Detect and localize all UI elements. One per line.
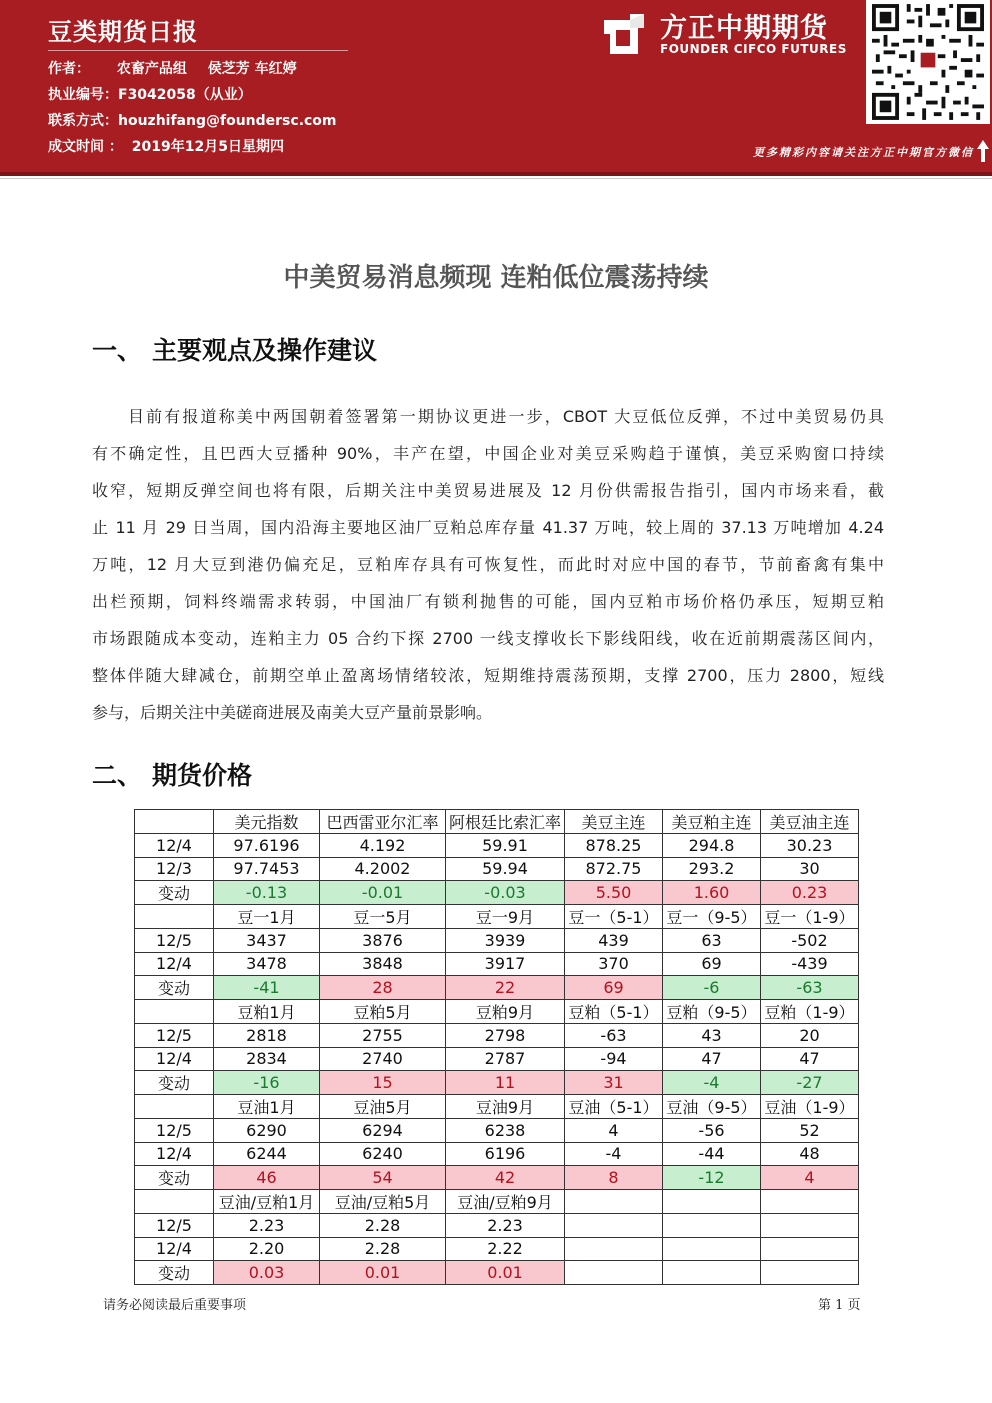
row-label-cell: 12/5 [135,1024,214,1048]
license-row [48,84,252,104]
table-cell: 31 [565,1071,663,1095]
row-label-cell: 变动 [135,1071,214,1095]
table-cell: 878.25 [565,834,663,858]
table-cell: -63 [761,976,859,1000]
row-label-cell: 变动 [135,1261,214,1285]
table-cell [663,1261,761,1285]
table-cell: 豆粕1月 [214,1000,320,1024]
author-group: 农畜产品组 [116,61,187,77]
table-cell: 巴西雷亚尔汇率 [320,810,446,834]
row-label-cell: 12/4 [135,834,214,858]
table-cell: 2787 [446,1047,565,1071]
license-value: F3042058（从业） [118,87,252,103]
table-cell: 294.8 [663,834,761,858]
row-label-cell [135,1190,214,1214]
table-row [135,857,859,881]
table-cell: 2.20 [214,1237,320,1261]
row-label-cell [135,810,214,834]
table-row [135,1190,859,1214]
paragraph-line: 万吨，12 月大豆到港仍偏充足，豆粕库存具有可恢复性，而此时对应中国的春节，节前畜禽有集中 [92,555,884,574]
table-cell: 293.2 [663,857,761,881]
table-cell: -63 [565,1024,663,1048]
table-cell: 59.91 [446,834,565,858]
table-cell: 豆油9月 [446,1095,565,1119]
table-cell: 美豆主连 [565,810,663,834]
table-cell: 3437 [214,929,320,953]
table-cell: 439 [565,929,663,953]
table-row [135,1047,859,1071]
author-row [48,58,297,78]
table-cell: 69 [565,976,663,1000]
table-row [135,834,859,858]
date-row [48,136,284,156]
table-cell: 3917 [446,952,565,976]
table-cell: 8 [565,1166,663,1190]
table-cell: 豆粕5月 [320,1000,446,1024]
table-cell: -44 [663,1142,761,1166]
table-cell: 6240 [320,1142,446,1166]
table-row [135,1119,859,1143]
table-cell: -16 [214,1071,320,1095]
table-cell: 豆油/豆粕5月 [320,1190,446,1214]
table-cell: 1.60 [663,881,761,905]
author-names: 侯芝芳 车红婷 [207,61,297,77]
table-cell: 46 [214,1166,320,1190]
futures-price-table [134,809,859,1285]
paragraph-line: 市场跟随成本变动，连粕主力 05 合约下探 2700 一线支撑收长下影线阳线，收在近前期震荡区间内， [92,629,884,648]
row-label-cell: 12/4 [135,1142,214,1166]
table-cell: 97.6196 [214,834,320,858]
table-cell: 美豆油主连 [761,810,859,834]
table-cell [761,1261,859,1285]
table-cell: 47 [761,1047,859,1071]
company-logo-icon [600,10,648,58]
table-cell: -12 [663,1166,761,1190]
table-cell: 2798 [446,1024,565,1048]
table-cell [761,1237,859,1261]
table-cell: 3876 [320,929,446,953]
table-cell [565,1261,663,1285]
table-cell: 3478 [214,952,320,976]
table-cell: 豆油1月 [214,1095,320,1119]
table-cell: -41 [214,976,320,1000]
table-cell: 30 [761,857,859,881]
table-cell: 0.01 [320,1261,446,1285]
table-cell: -4 [663,1071,761,1095]
table-cell: 2834 [214,1047,320,1071]
table-cell: 20 [761,1024,859,1048]
table-cell: 豆粕（1-9） [761,1000,859,1024]
paragraph-line: 整体伴随大肆减仓，前期空单止盈离场情绪较浓，短期维持震荡预期，支撑 2700，压力 2800，短线 [92,666,884,685]
row-label-cell: 12/5 [135,929,214,953]
table-row [135,976,859,1000]
table-cell: 4 [761,1166,859,1190]
header-bottom-rule [0,172,992,176]
table-cell: 11 [446,1071,565,1095]
table-cell: 6244 [214,1142,320,1166]
table-cell: 59.94 [446,857,565,881]
price-table-body [135,810,859,1285]
table-cell: 63 [663,929,761,953]
table-cell: 370 [565,952,663,976]
table-cell: -6 [663,976,761,1000]
section-number: 二、 [92,761,143,790]
contact-email[interactable]: houzhifang@foundersc.com [118,113,337,129]
section-number: 一、 [92,336,143,365]
table-cell: -439 [761,952,859,976]
table-cell: 豆油/豆粕9月 [446,1190,565,1214]
report-title: 中美贸易消息频现 连粕低位震荡持续 [283,263,709,293]
contact-row [48,110,337,130]
section-title: 主要观点及操作建议 [152,336,378,365]
table-cell: 2740 [320,1047,446,1071]
table-cell: 豆一（9-5） [663,905,761,929]
table-cell: -56 [663,1119,761,1143]
table-cell: 54 [320,1166,446,1190]
table-cell [565,1237,663,1261]
table-cell: 美元指数 [214,810,320,834]
date-value: 2019年12月5日星期四 [131,139,284,155]
table-cell: 2.28 [320,1237,446,1261]
table-cell: 22 [446,976,565,1000]
table-cell: 阿根廷比索汇率 [446,810,565,834]
table-cell: 48 [761,1142,859,1166]
table-cell [663,1190,761,1214]
table-cell [663,1214,761,1238]
table-row [135,1000,859,1024]
table-cell: -4 [565,1142,663,1166]
table-cell: 15 [320,1071,446,1095]
paragraph-line: 收窄，短期反弹空间也将有限，后期关注中美贸易进展及 12 月份供需报告指引，国内市场来看，截 [92,481,884,500]
table-cell: 2755 [320,1024,446,1048]
table-cell [761,1214,859,1238]
up-arrow-icon [976,138,990,164]
table-cell: 4 [565,1119,663,1143]
table-cell: 豆油5月 [320,1095,446,1119]
table-cell: 42 [446,1166,565,1190]
table-row [135,1166,859,1190]
table-cell: 6238 [446,1119,565,1143]
table-cell: 6294 [320,1119,446,1143]
row-label-cell: 12/5 [135,1214,214,1238]
table-cell: 30.23 [761,834,859,858]
contact-label: 联系方式： [48,113,118,129]
table-cell: 872.75 [565,857,663,881]
table-cell: 3848 [320,952,446,976]
footer-disclaimer-notice: 请务必阅读最后重要事项 [103,1298,247,1313]
row-label-cell: 变动 [135,1166,214,1190]
report-header [0,0,992,172]
table-cell: 43 [663,1024,761,1048]
table-cell: 豆一（5-1） [565,905,663,929]
table-row [135,952,859,976]
analysis-paragraph [92,398,884,731]
paragraph-line: 止 11 月 29 日当周，国内沿海主要地区油厂豆粕总库存量 41.37 万吨，较上周的 37.13 万吨增加 4.24 [92,518,884,537]
row-label-cell [135,1095,214,1119]
table-row [135,905,859,929]
section-heading-views [92,331,377,367]
table-cell [565,1214,663,1238]
table-cell: -27 [761,1071,859,1095]
table-row [135,810,859,834]
header-divider [48,50,348,51]
table-cell: 28 [320,976,446,1000]
table-cell: -0.03 [446,881,565,905]
date-label: 成文时间 ： [48,139,123,155]
table-cell: 97.7453 [214,857,320,881]
table-cell: 0.01 [446,1261,565,1285]
author-label: 作者： [48,61,90,77]
table-cell: 2.23 [446,1214,565,1238]
table-cell: -0.13 [214,881,320,905]
report-type-title: 豆类期货日报 [48,18,198,46]
row-label-cell: 12/4 [135,1237,214,1261]
qr-code-icon [872,4,984,120]
company-name-cn: 方正中期期货 [660,13,828,44]
table-row [135,1095,859,1119]
slogan-strip [720,138,992,168]
table-cell: 豆粕（5-1） [565,1000,663,1024]
table-cell: 美豆粕主连 [663,810,761,834]
row-label-cell: 变动 [135,881,214,905]
table-cell: -94 [565,1047,663,1071]
table-cell: 豆粕9月 [446,1000,565,1024]
table-cell: 2818 [214,1024,320,1048]
table-cell [663,1237,761,1261]
table-cell: 豆油（9-5） [663,1095,761,1119]
table-row [135,1071,859,1095]
table-row [135,1024,859,1048]
table-cell: 2.22 [446,1237,565,1261]
table-cell: -502 [761,929,859,953]
table-cell: 6196 [446,1142,565,1166]
table-cell: 豆油（5-1） [565,1095,663,1119]
table-cell: 47 [663,1047,761,1071]
section-title: 期货价格 [152,761,253,790]
wechat-slogan: 更多精彩内容请关注方正中期官方微信 [753,146,974,159]
table-row [135,881,859,905]
table-cell: 6290 [214,1119,320,1143]
table-cell: 豆一（1-9） [761,905,859,929]
table-cell: 豆粕（9-5） [663,1000,761,1024]
row-label-cell: 12/5 [135,1119,214,1143]
table-cell: -0.01 [320,881,446,905]
table-cell: 0.03 [214,1261,320,1285]
table-row [135,1237,859,1261]
wechat-qr-code[interactable] [866,0,990,124]
table-cell: 3939 [446,929,565,953]
table-row [135,1142,859,1166]
table-cell: 2.23 [214,1214,320,1238]
table-row [135,929,859,953]
row-label-cell: 12/3 [135,857,214,881]
table-cell: 豆油（1-9） [761,1095,859,1119]
paragraph-line: 有不确定性，且巴西大豆播种 90%，丰产在望，中国企业对美豆采购趋于谨慎，美豆采购窗口持续 [92,444,884,463]
paragraph-line: 出栏预期，饲料终端需求转弱，中国油厂有锁利抛售的可能，国内豆粕市场价格仍承压，短期豆粕 [92,592,884,611]
paragraph-line: 目前有报道称美中两国朝着签署第一期协议更进一步，CBOT 大豆低位反弹，不过中美贸易仍具 [128,407,884,426]
table-cell: 4.192 [320,834,446,858]
table-row [135,1214,859,1238]
company-name-en: FOUNDER CIFCO FUTURES [660,42,847,56]
section-heading-futures-prices [92,756,252,792]
table-cell: 52 [761,1119,859,1143]
table-cell: 2.28 [320,1214,446,1238]
table-cell: 69 [663,952,761,976]
row-label-cell: 12/4 [135,1047,214,1071]
table-cell: 豆一1月 [214,905,320,929]
table-cell [761,1190,859,1214]
table-cell: 豆一9月 [446,905,565,929]
row-label-cell [135,1000,214,1024]
table-cell: 豆油/豆粕1月 [214,1190,320,1214]
table-cell: 5.50 [565,881,663,905]
table-row [135,1261,859,1285]
table-cell [565,1190,663,1214]
row-label-cell: 12/4 [135,952,214,976]
table-cell: 0.23 [761,881,859,905]
row-label-cell: 变动 [135,976,214,1000]
page-number: 第 1 页 [818,1298,861,1313]
table-cell: 4.2002 [320,857,446,881]
row-label-cell [135,905,214,929]
license-label: 执业编号： [48,87,118,103]
paragraph-line: 参与，后期关注中美磋商进展及南美大豆产量前景影响。 [92,703,493,722]
header-bottom-rule-thin [0,178,992,179]
table-cell: 豆一5月 [320,905,446,929]
